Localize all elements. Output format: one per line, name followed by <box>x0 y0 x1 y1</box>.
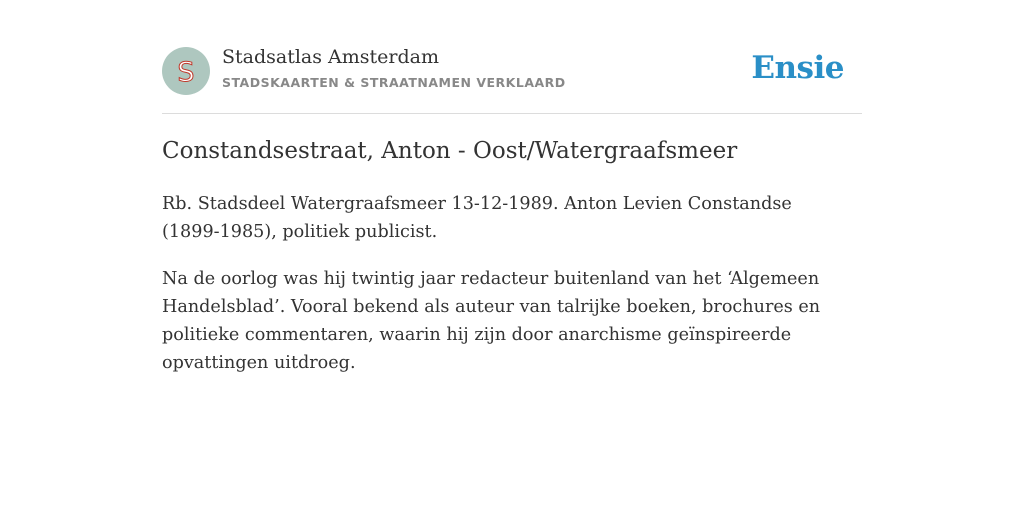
avatar[interactable] <box>162 47 210 95</box>
page-container <box>162 0 862 373</box>
avatar-letter: S <box>177 56 195 88</box>
site-title[interactable]: Stadsatlas Amsterdam <box>222 46 440 68</box>
article-body <box>162 190 842 396</box>
page-title: Constandsestraat, Anton - Oost/Watergraafsmeer <box>162 138 738 164</box>
site-subtitle: STADSKAARTEN & STRAATNAMEN VERKLAARD <box>222 75 566 90</box>
ensie-logo-link[interactable]: Ensie <box>751 50 844 86</box>
article-paragraph: Na de oorlog was hij twintig jaar redacteur buitenland van het ‘Algemeen Handelsblad’. Vooral bekend als auteur van talrijke boeken, brochures en politieke commentaren, waarin hij zijn door anarchisme geïnspireerde opvattingen uitdroeg. <box>162 269 821 373</box>
site-header <box>162 0 862 114</box>
article-paragraph: Rb. Stadsdeel Watergraafsmeer 13-12-1989. Anton Levien Constandse (1899-1985), politiek publicist. <box>162 194 792 242</box>
